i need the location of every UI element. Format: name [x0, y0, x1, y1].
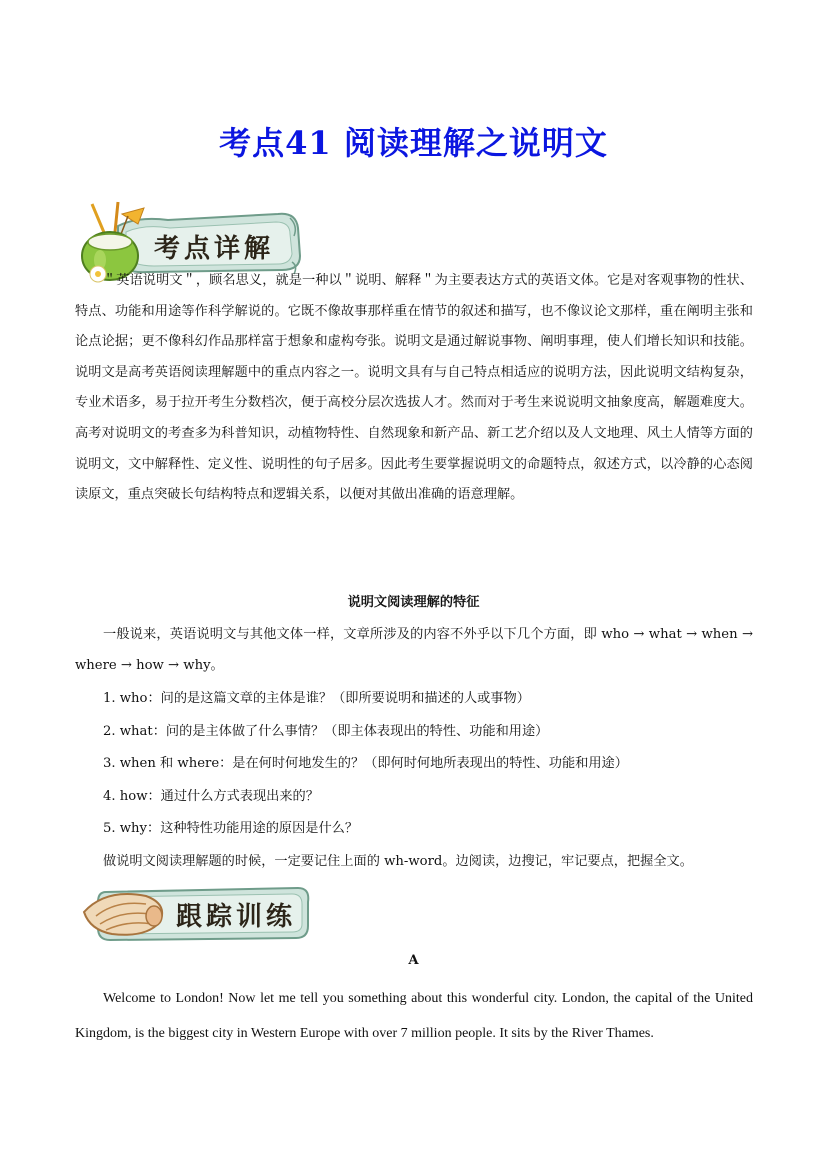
- advice-paragraph: 做说明文阅读理解题的时候，一定要记住上面的 wh-word。边阅读，边搜记，牢记要点，把握全文。: [103, 854, 693, 869]
- page-title: 考点41 阅读理解之说明文: [219, 124, 608, 162]
- feature-item: 3. when 和 where：是在何时何地发生的？（即何时何地所表现出的特性、功能和用途）: [103, 756, 628, 771]
- features-subheading: 说明文阅读理解的特征: [347, 595, 480, 610]
- feature-item: 4. how：通过什么方式表现出来的？: [103, 789, 319, 804]
- intro-paragraph: ＂英语说明文＂，顾名思义，就是一种以＂说明、解释＂为主要表达方式的英语文体。它是对客观事物的性状、特点、功能和用途等作科学解说的。它既不像故事那样重在情节的叙述和描写，也不像议论文那样，重在阐明主张和论点论据；更不像科幻作品那样富于想象和虚构夸张。说明文是通过解说事物、阐明事理，使人们增长知识和技能。说明文是高考英语阅读理解题中的重点内容之一。说明文具有与自己特点相适应的说明方法，因此说明文结构复杂，专业术语多，易于拉开考生分数档次，便于高校分层次选拔人才。然而对于考生来说说明文抽象度高，解题难度大。高考对说明文的考查多为科普知识，动植物特性、自然现象和新产品、新工艺介绍以及人文地理、风土人情等方面的说明文，文中解释性、定义性、说明性的句子居多。因此考生要掌握说明文的命题特点，叙述方式，以冷静的心态阅读原文，重点突破长句结构特点和逻辑关系，以便对其做出准确的语意理解。: [75, 273, 753, 503]
- banner-label-practice: 跟踪训练: [176, 902, 297, 932]
- feature-item: 5. why：这种特性功能用途的原因是什么？: [103, 821, 359, 836]
- section-banner-practice: [76, 882, 312, 944]
- passage-label: A: [408, 953, 419, 968]
- passage-text: Welcome to London! Now let me tell you something about this wonderful city. London, the capital of the United Kingdom, is the biggest city in Western Europe with over 7 million people. It sits by the River Thames.: [75, 991, 753, 1041]
- feature-item: 1. who：问的是这篇文章的主体是谁？（即所要说明和描述的人或事物）: [103, 691, 530, 706]
- seashell-icon: [76, 882, 172, 944]
- feature-item: 2. what：问的是主体做了什么事情？（即主体表现出的特性、功能和用途）: [103, 724, 549, 739]
- features-intro: 一般说来，英语说明文与其他文体一样，文章所涉及的内容不外乎以下几个方面，即 who → what → when → where → how → why。: [75, 627, 753, 673]
- banner-label-explanation: 考点详解: [154, 234, 275, 264]
